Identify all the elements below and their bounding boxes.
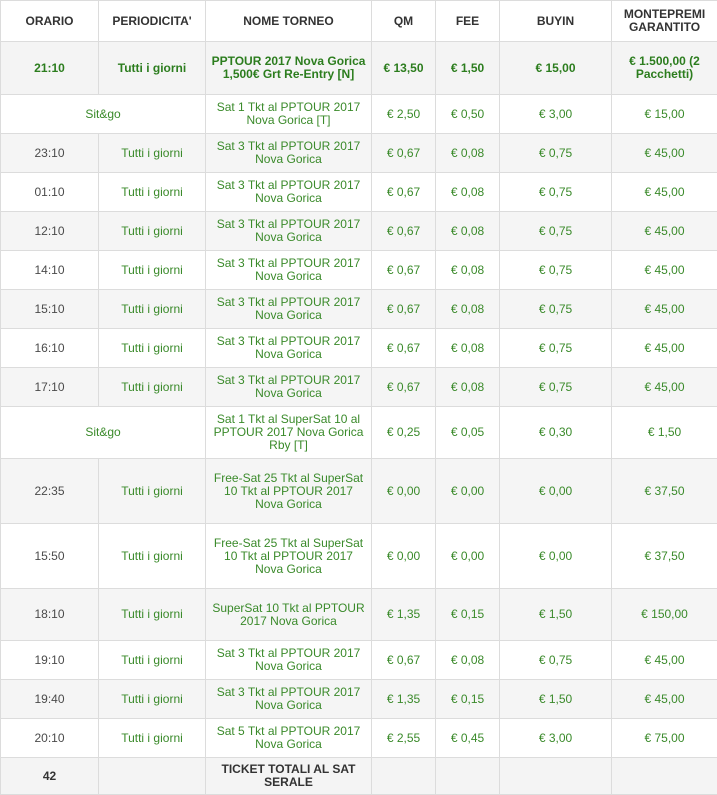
period-value: Tutti i giorni [99,459,206,524]
main-time: 21:10 [1,42,99,95]
buyin-value: € 0,75 [500,641,612,680]
table-row [1,407,717,459]
time-value: 22:35 [1,459,99,524]
tournament-name[interactable]: Sat 5 Tkt al PPTOUR 2017 Nova Gorica [206,719,372,758]
prize-value: € 37,50 [612,524,717,589]
col-nome-torneo: NOME TORNEO [206,1,372,42]
buyin-value: € 0,75 [500,290,612,329]
table-row [1,212,717,251]
qm-value: € 0,67 [372,368,436,407]
tournament-name[interactable]: Sat 3 Tkt al PPTOUR 2017 Nova Gorica [206,173,372,212]
table-row [1,680,717,719]
buyin-value: € 1,50 [500,589,612,641]
footer-empty-qm [372,758,436,795]
qm-value: € 0,00 [372,524,436,589]
prize-value: € 150,00 [612,589,717,641]
tournament-name[interactable]: Sat 1 Tkt al SuperSat 10 al PPTOUR 2017 Nova Gorica Rby [T] [206,407,372,459]
fee-value: € 0,00 [436,459,500,524]
qm-value: € 0,00 [372,459,436,524]
fee-value: € 0,00 [436,524,500,589]
sitgo-label: Sit&go [1,407,206,459]
period-value: Tutti i giorni [99,329,206,368]
qm-value: € 0,67 [372,212,436,251]
buyin-value: € 0,75 [500,134,612,173]
tournament-name[interactable]: Sat 3 Tkt al PPTOUR 2017 Nova Gorica [206,290,372,329]
footer-empty-prize [612,758,717,795]
col-orario: ORARIO [1,1,99,42]
qm-value: € 0,67 [372,173,436,212]
table-row [1,329,717,368]
qm-value: € 0,67 [372,329,436,368]
period-value: Tutti i giorni [99,212,206,251]
ticket-total-label: TICKET TOTALI AL SAT SERALE [206,758,372,795]
period-value: Tutti i giorni [99,290,206,329]
buyin-value: € 0,75 [500,212,612,251]
qm-value: € 0,67 [372,641,436,680]
qm-value: € 1,35 [372,589,436,641]
prize-value: € 45,00 [612,368,717,407]
table-row [1,95,717,134]
tournament-name[interactable]: Sat 3 Tkt al PPTOUR 2017 Nova Gorica [206,641,372,680]
time-value: 12:10 [1,212,99,251]
qm-value: € 0,25 [372,407,436,459]
fee-value: € 0,08 [436,212,500,251]
tournament-name[interactable]: SuperSat 10 Tkt al PPTOUR 2017 Nova Gorica [206,589,372,641]
footer-row [1,758,717,795]
footer-empty-fee [436,758,500,795]
tournament-name[interactable]: Sat 3 Tkt al PPTOUR 2017 Nova Gorica [206,329,372,368]
buyin-value: € 0,75 [500,173,612,212]
period-value: Tutti i giorni [99,719,206,758]
prize-value: € 45,00 [612,134,717,173]
table-row [1,134,717,173]
period-value: Tutti i giorni [99,680,206,719]
tournament-name[interactable]: Sat 3 Tkt al PPTOUR 2017 Nova Gorica [206,212,372,251]
prize-value: € 1,50 [612,407,717,459]
qm-value: € 2,55 [372,719,436,758]
fee-value: € 0,15 [436,589,500,641]
buyin-value: € 3,00 [500,719,612,758]
ticket-count: 42 [1,758,99,795]
time-value: 20:10 [1,719,99,758]
col-qm: QM [372,1,436,42]
qm-value: € 0,67 [372,134,436,173]
table-row [1,524,717,589]
time-value: 23:10 [1,134,99,173]
period-value: Tutti i giorni [99,251,206,290]
qm-value: € 1,35 [372,680,436,719]
sitgo-label: Sit&go [1,95,206,134]
fee-value: € 0,08 [436,134,500,173]
footer-empty-period [99,758,206,795]
time-value: 14:10 [1,251,99,290]
time-value: 01:10 [1,173,99,212]
col-buyin: BUYIN [500,1,612,42]
qm-value: € 0,67 [372,290,436,329]
time-value: 15:50 [1,524,99,589]
buyin-value: € 0,00 [500,459,612,524]
table-row [1,641,717,680]
table-row [1,719,717,758]
fee-value: € 0,08 [436,290,500,329]
buyin-value: € 0,75 [500,251,612,290]
qm-value: € 0,67 [372,251,436,290]
fee-value: € 0,08 [436,329,500,368]
table-row [1,173,717,212]
fee-value: € 0,45 [436,719,500,758]
fee-value: € 0,05 [436,407,500,459]
time-value: 18:10 [1,589,99,641]
fee-value: € 0,08 [436,641,500,680]
main-period: Tutti i giorni [99,42,206,95]
fee-value: € 0,50 [436,95,500,134]
table-row [1,251,717,290]
fee-value: € 0,08 [436,251,500,290]
buyin-value: € 0,75 [500,329,612,368]
main-buyin: € 15,00 [500,42,612,95]
prize-value: € 45,00 [612,290,717,329]
table-row [1,290,717,329]
footer-empty-buyin [500,758,612,795]
buyin-value: € 0,00 [500,524,612,589]
period-value: Tutti i giorni [99,589,206,641]
prize-value: € 75,00 [612,719,717,758]
fee-value: € 0,08 [436,173,500,212]
main-qm: € 13,50 [372,42,436,95]
col-montepremi: MONTEPREMI GARANTITO [612,1,717,42]
period-value: Tutti i giorni [99,368,206,407]
tournament-name[interactable]: Sat 3 Tkt al PPTOUR 2017 Nova Gorica [206,251,372,290]
main-name[interactable]: PPTOUR 2017 Nova Gorica 1,500€ Grt Re-Entry [N] [206,42,372,95]
prize-value: € 15,00 [612,95,717,134]
fee-value: € 0,08 [436,368,500,407]
period-value: Tutti i giorni [99,641,206,680]
buyin-value: € 0,30 [500,407,612,459]
prize-value: € 45,00 [612,251,717,290]
tournament-name[interactable]: Free-Sat 25 Tkt al SuperSat 10 Tkt al PPTOUR 2017 Nova Gorica [206,459,372,524]
time-value: 19:40 [1,680,99,719]
qm-value: € 2,50 [372,95,436,134]
header-row [1,1,717,42]
tournament-name[interactable]: Sat 3 Tkt al PPTOUR 2017 Nova Gorica [206,134,372,173]
col-fee: FEE [436,1,500,42]
prize-value: € 45,00 [612,680,717,719]
table-row [1,589,717,641]
table-row [1,459,717,524]
time-value: 16:10 [1,329,99,368]
main-fee: € 1,50 [436,42,500,95]
prize-value: € 45,00 [612,212,717,251]
tournament-name[interactable]: Free-Sat 25 Tkt al SuperSat 10 Tkt al PPTOUR 2017 Nova Gorica [206,524,372,589]
prize-value: € 45,00 [612,641,717,680]
period-value: Tutti i giorni [99,524,206,589]
time-value: 19:10 [1,641,99,680]
fee-value: € 0,15 [436,680,500,719]
tournament-name[interactable]: Sat 3 Tkt al PPTOUR 2017 Nova Gorica [206,680,372,719]
col-periodicita: PERIODICITA' [99,1,206,42]
table-row [1,368,717,407]
main-prize: € 1.500,00 (2 Pacchetti) [612,42,717,95]
prize-value: € 45,00 [612,173,717,212]
buyin-value: € 0,75 [500,368,612,407]
period-value: Tutti i giorni [99,173,206,212]
buyin-value: € 3,00 [500,95,612,134]
time-value: 17:10 [1,368,99,407]
tournament-name[interactable]: Sat 3 Tkt al PPTOUR 2017 Nova Gorica [206,368,372,407]
tournament-name[interactable]: Sat 1 Tkt al PPTOUR 2017 Nova Gorica [T] [206,95,372,134]
prize-value: € 45,00 [612,329,717,368]
period-value: Tutti i giorni [99,134,206,173]
time-value: 15:10 [1,290,99,329]
buyin-value: € 1,50 [500,680,612,719]
main-tournament-row [1,42,717,95]
prize-value: € 37,50 [612,459,717,524]
